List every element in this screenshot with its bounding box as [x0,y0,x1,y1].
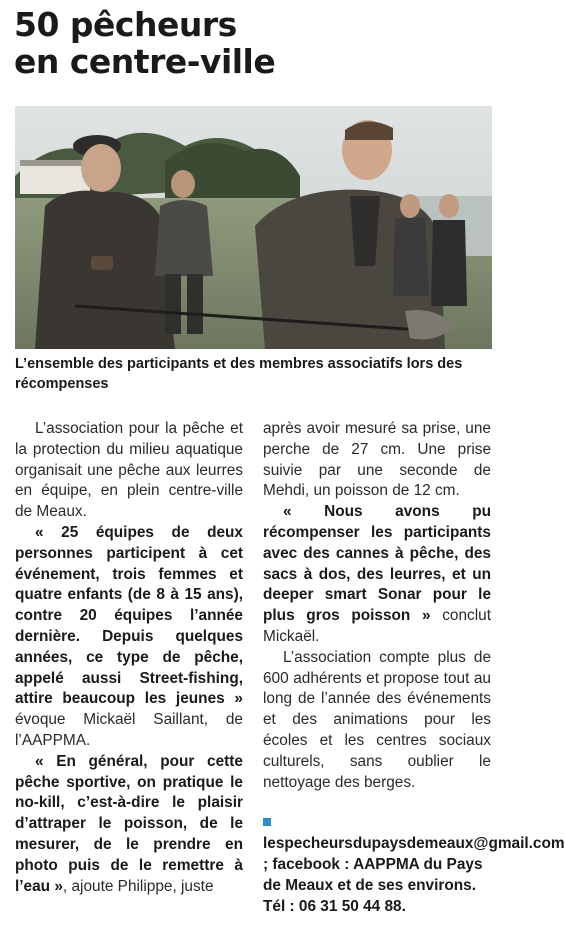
contact-facebook: AAPPMA du Pays de Meaux et de ses environs. [263,855,483,894]
contact-email: lespecheursdupaysdemeaux@gmail.com [263,835,565,853]
contact-phone: Tél : 06 31 50 44 88. [263,897,406,915]
left-quote-2: « En général, pour cette pêche sportive, on pratique le no-kill, c’est-à-dire le plaisir d’attraper le poisson, de le mesurer, de le prendre en photo puis de le remettre à l’eau » [15,752,243,895]
right-quote-1: « Nous avons pu récompenser les participants avec des cannes à pêche, des sacs à dos, des leurres, et un deeper smart Sonar pour le plus gros poisson » [263,503,491,625]
left-attribution-1: évoque Mickaël Saillant, de l’AAPPMA. [15,711,243,749]
right-attribution-1: conclut Mickaël. [263,607,491,645]
photo-illustration [15,106,492,349]
left-paragraph-3 [15,752,243,898]
article-photo [15,106,492,349]
article-left-column [15,419,243,897]
headline-line-1: 50 pêcheurs [14,5,237,44]
headline-line-2: en centre-ville [14,42,276,81]
right-paragraph-3: L’association compte plus de 600 adhérents et propose tout au long de l’année des événements et des animations pour les écoles et les centres sociaux culturels, sans oublier le nettoyage des berges. [263,648,491,791]
contact-info [263,813,565,917]
contact-separator: ; facebook : [263,855,354,873]
right-paragraph-2 [263,502,491,648]
square-bullet-icon [263,818,271,826]
left-paragraph-2 [15,523,243,752]
right-paragraph-1: après avoir mesuré sa prise, une perche de 27 cm. Une prise suivie par une seconde de Mehdi, un poisson de 12 cm. [263,420,491,500]
left-attribution-2: , ajoute Philippe, juste [62,877,214,895]
article-right-column [263,419,565,917]
photo-caption: L’ensemble des participants et des membres associatifs lors des récompenses [15,356,463,392]
headline [14,6,504,80]
left-paragraph-1: L’association pour la pêche et la protection du milieu aquatique organisait une pêche aux leurres en équipe, en plein centre-ville de Meaux. [15,420,243,521]
left-quote-1: « 25 équipes de deux personnes participent à cet événement, trois femmes et quatre enfants (de 8 à 15 ans), contre 20 équipes l’année dernière. Depuis quelques années, ce type de pêche, appelé aussi Street-fishing, attire beaucoup les jeunes » [15,523,243,708]
